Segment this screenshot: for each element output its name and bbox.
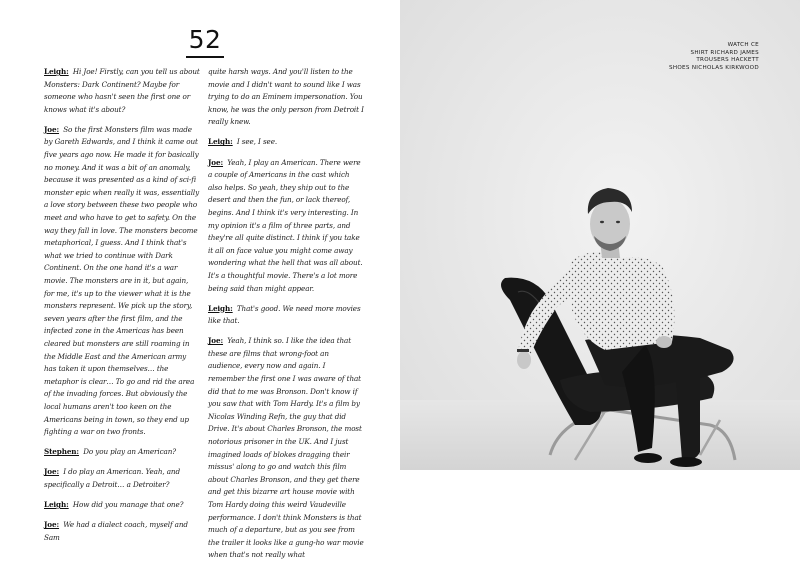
paragraph-text: How did you manage that one? xyxy=(72,500,184,509)
interview-paragraph xyxy=(208,157,364,296)
interview-paragraph xyxy=(44,446,200,459)
credit-trousers: TROUSERS HACKETT xyxy=(696,57,759,64)
speaker-name: Leigh: xyxy=(208,303,233,313)
credit-shirt: SHIRT RICHARD JAMES xyxy=(690,49,759,56)
speaker-name: Joe: xyxy=(44,467,60,477)
interview-paragraph xyxy=(44,124,200,439)
interview-paragraph xyxy=(208,66,364,129)
credit-shoes: SHOES NICHOLAS KIRKWOOD xyxy=(669,64,759,71)
paragraph-text: So the first Monsters film was made by Gareth Edwards, and I think it came out five years ago now. He made it for basically no money. And it was a bit of an anomaly, because it was presented as a kind of sci-fi monster epic when really it was, essentially a love story between these two people who meet and who have to get to safety. On the way they fall in love. The monsters become metaphorical, I guess. And I think that's what we tried to continue with Dark Continent. On the one hand it's a war movie. The monsters are in it, but again, for me, it's up to the viewer what it is the monsters represent. We pick up the story, seven years after the first film, and the infected zone in the Americas has been cleared but monsters are still roaming in the Middle East and the American army has taken it upon themselves… the metaphor is clear… To go and rid the area of the invading forces. But obviously the local humans aren't too keen on the Americans being in town, so they end up fighting a war on two fronts. xyxy=(44,124,200,437)
fashion-credits xyxy=(639,42,759,72)
page-number: 52 xyxy=(188,25,222,54)
text-column-left xyxy=(44,66,200,552)
speaker-name: Joe: xyxy=(44,520,60,530)
photo-page xyxy=(400,0,800,470)
interview-paragraph xyxy=(208,303,364,328)
speaker-name: Leigh: xyxy=(208,137,233,147)
paragraph-text: I do play an American. Yeah, and specifically a Detroit… a Detroiter? xyxy=(44,467,180,489)
interview-paragraph xyxy=(44,519,200,544)
paragraph-text: Yeah, I play an American. There were a couple of Americans in the cast which also helps. So yeah, they ship out to the desert and then the fun, or lack thereof, begins. And I think it's very interesting. In my opinion it's a film of three parts, and they're all quite distinct. I think if you take it all on face value you might come away wondering what the hell that was all about. It's a thoughtful movie. There's a lot more being said than might appear. xyxy=(208,157,363,293)
speaker-name: Joe: xyxy=(208,336,224,346)
interview-paragraph xyxy=(208,136,364,149)
interview-paragraph xyxy=(44,66,200,116)
paragraph-text: I see, I see. xyxy=(236,137,278,147)
paragraph-text: Hi Joe! Firstly, can you tell us about Monsters: Dark Continent? Maybe for someone who hasn't seen the first one or knows what it's about? xyxy=(44,67,200,114)
paragraph-text: We had a dialect coach, myself and Sam xyxy=(44,520,188,542)
speaker-name: Joe: xyxy=(208,157,224,167)
credit-watch: WATCH CE xyxy=(727,42,759,48)
page-number-underline xyxy=(186,56,224,58)
speaker-name: Stephen: xyxy=(44,447,79,457)
paragraph-text: Yeah, I think so. I like the idea that these are films that wrong-foot an audience, every now and again. I remember the first one I was aware of that did that to me was Bronson. Don't know if you saw that with Tom Hardy. It's a film by Nicolas Winding Refn, the guy that did Drive. It's about Charles Bronson, the most notorious prisoner in the UK. And I just imagined loads of blokes dragging their missus' along to go and watch this film about Charles Bronson, and they get there and get this bizarre art house movie with Tom Hardy doing this weird Vaudeville performance. I don't think Monsters is that much of a departure, but as you see from the trailer it looks like a gung-ho war movie when that's not really what xyxy=(208,336,364,560)
text-column-right xyxy=(208,66,364,569)
interview-paragraph xyxy=(44,499,200,512)
interview-paragraph xyxy=(208,335,364,562)
speaker-name: Leigh: xyxy=(44,500,69,509)
interview-page xyxy=(0,0,400,560)
speaker-name: Leigh: xyxy=(44,67,69,76)
speaker-name: Joe: xyxy=(44,124,60,134)
paragraph-text: quite harsh ways. And you'll listen to the movie and I didn't want to sound like I was trying to do an Eminem impersonation. You know, he was the only person from Detroit I really knew. xyxy=(208,67,364,127)
interview-paragraph xyxy=(44,466,200,491)
paragraph-text: Do you play an American? xyxy=(83,447,176,457)
paragraph-text: That's good. We need more movies like that. xyxy=(208,303,361,326)
